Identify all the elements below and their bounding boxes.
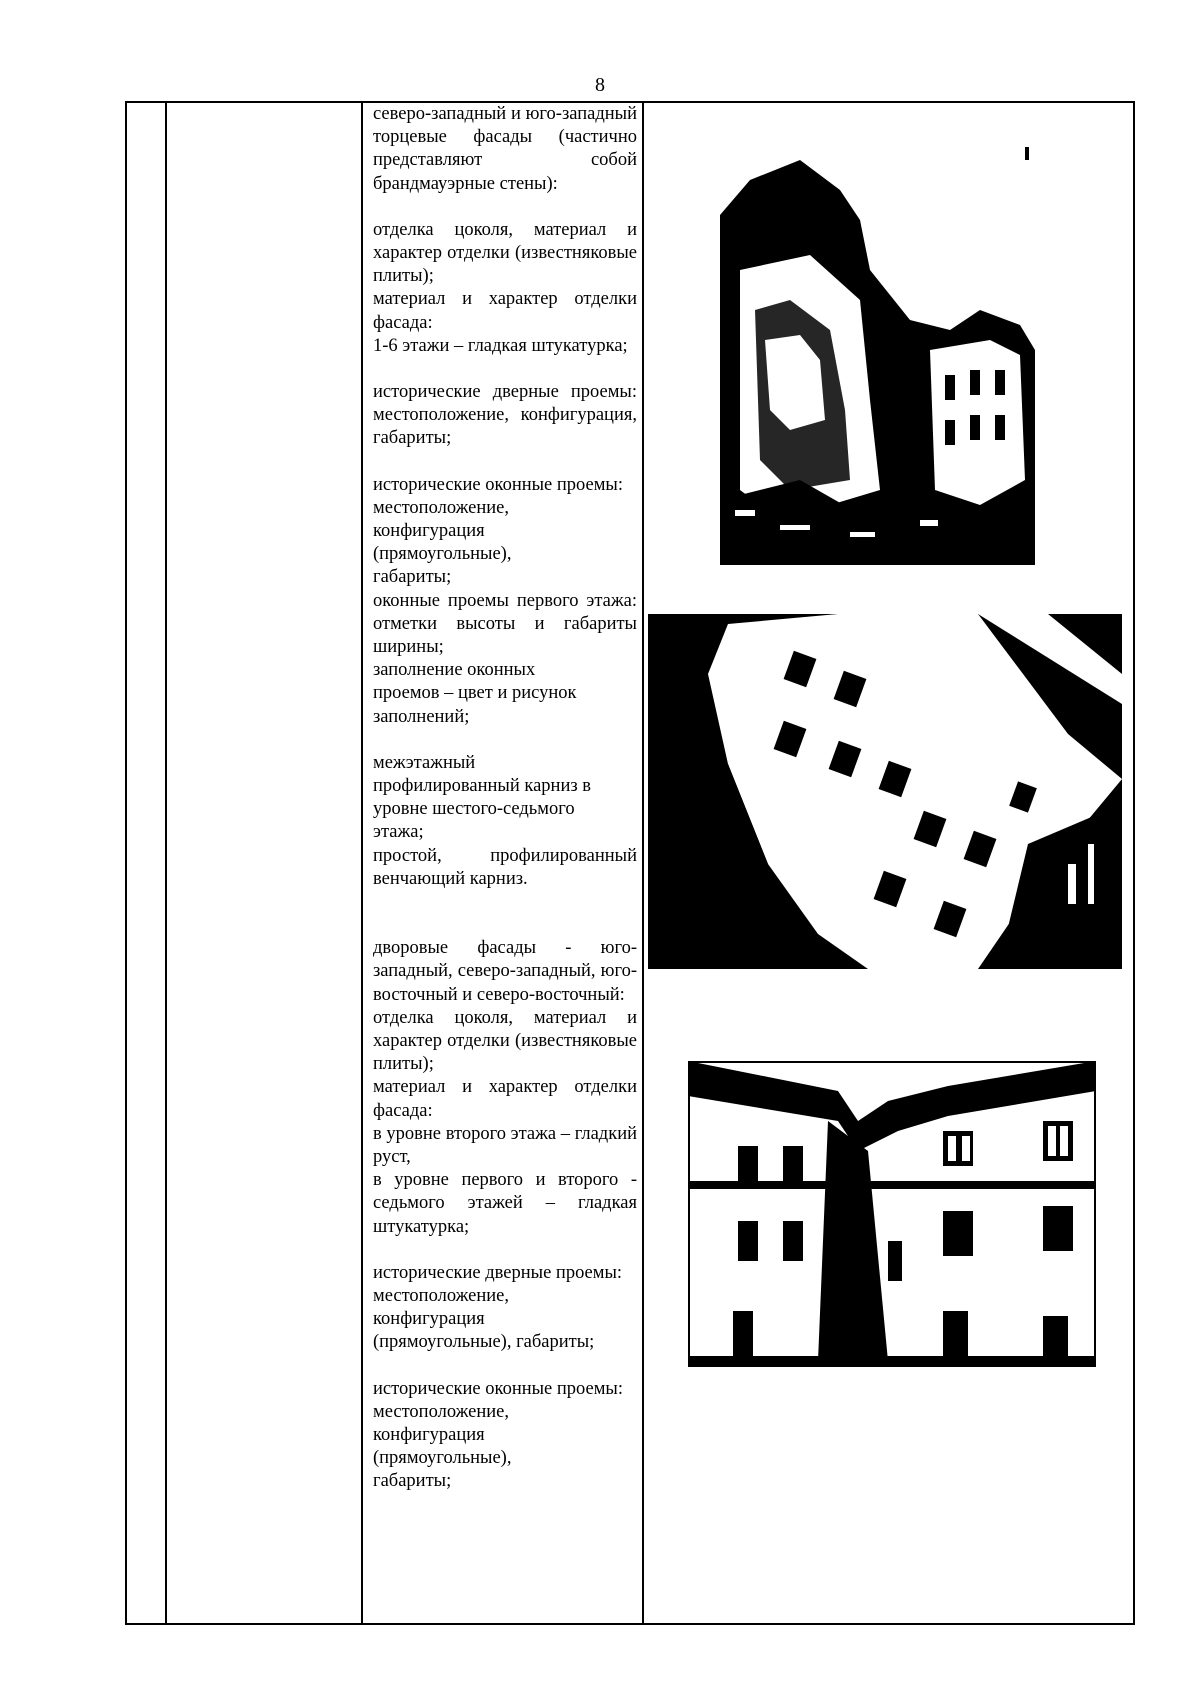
column-divider-3: [642, 103, 644, 1623]
text-block-dvorovye-dvernye-proemy: исторические дверные проемы: местоположение, конфигурация (прямоугольные), габариты;: [373, 1262, 623, 1353]
text-block-dvernye-proemy: исторические дверные проемы: местоположение, конфигурация, габариты;: [373, 382, 637, 449]
text-block-dvorovye-okonnye-proemy: исторические оконные проемы: местоположение, конфигурация (прямоугольные), габариты;: [373, 1378, 623, 1492]
page-number: 8: [595, 74, 605, 96]
text-block-karniz: межэтажный профилированный карниз в уровне шестого-седьмого этажа; простой, профилированный венчающий карниз.: [373, 752, 637, 889]
building-angle-photo-icon: [648, 614, 1122, 969]
column-divider-1: [165, 103, 167, 1623]
text-block-otdelka-tsokolya: отделка цоколя, материал и характер отделки (известняковые плиты); материал и характер отделки фасада: 1-6 этажи – гладкая штукатурка;: [373, 219, 637, 356]
courtyard-facade-photo-icon: [688, 1061, 1096, 1367]
text-block-okonnye-proemy: исторические оконные проемы: местоположение, конфигурация (прямоугольные), габариты; оконные проемы первого этажа: отметки высоты и габариты ширины; заполнение оконных проемов – цвет и рисунок заполнений;: [373, 474, 637, 727]
column-divider-2: [361, 103, 363, 1623]
text-block-torcevye-fasady: северо-западный и юго-западный торцевые фасады (частично представляют собой брандмауэрные стены):: [373, 104, 637, 194]
text-block-dvorovye-fasady: дворовые фасады - юго-западный, северо-западный, юго-восточный и северо-восточный: отделка цоколя, материал и характер отделки (известняковые плиты); материал и характер отделки фасада: в уровне второго этажа – гладкий руст, в уровне первого и второго - седьмого этажей – гладкая штукатурка;: [373, 938, 637, 1237]
subject-description-column: [373, 103, 637, 1494]
building-facade-photo-icon: [720, 160, 1035, 565]
